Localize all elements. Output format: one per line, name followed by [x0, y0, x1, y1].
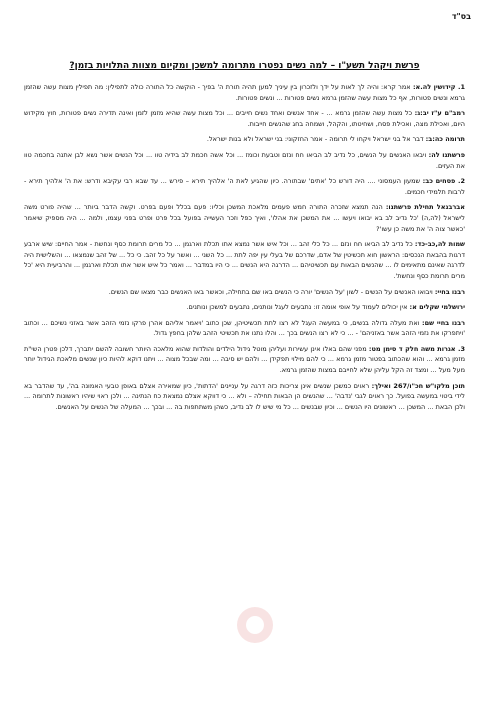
paragraph — [24, 344, 465, 376]
paragraph-text: הנה תמצא שזכרה התורה חמש פעמים מלאכת המשכן וכליו: פעם בכלל ופעם בפרט. וקשה הדבר ביותר ... שהיה פורט משה לישראל (לה,ה) 'כל נדיב לב בא יבואו ויעשו ... את המשכן את אהלו', ואיך כפל וזכר העשייה בפועל בכל פרט ופרט בפני עצמו, ולמה ... היה מספיק שיאמר 'כאשר צוה ה' את משה כן עשו'? — [24, 203, 465, 233]
paragraph — [24, 302, 465, 313]
paragraph-lead: 3. אגרות משה חלק ד סימן מט: — [368, 344, 465, 353]
bsd-header: בס"ד — [451, 12, 471, 21]
paragraph-lead: רמב"ם ע"ז יב:ג: — [414, 109, 465, 118]
paragraph-text: דבר אל בני ישראל ויקחו לי תרומה - אמר החזקוני: בני ישראל ולא בנות ישראל. — [206, 135, 426, 144]
paragraph-text: ראוים כמשכן שנשים אינן צריכות כזה דרגה על עניינים 'הדתות', כיון שמאירה אצלם באופן טבעי האמונה בה', עד שהדבר בא לידי ביטוי במעשה בפועל. כך ראוים לגבי 'נדבה' ... שהנשים הן הבאות תחילה – ולא ... כי דווקא אצלם נמצאת כח הנתינה ... ולכן ראוי שיהיו ראשונות לתרומה ... ולכן הבאת ... המשכן ... ראשונים היו הנשים ... וכיון שבנשים ... כל מי שיש לו לב נדיב, כשהן משתתפות בה ... ובכך ... המעלה של הנשים על האנשים. — [24, 381, 465, 411]
paragraph — [24, 239, 465, 281]
paragraph — [24, 150, 465, 171]
paragraph-text: אמר קרא: והיה לך לאות על ידך ולזכרון בין עיניך למען תהיה תורת ה' בפיך - הוקשה כל התורה כולה לתפילין: מה תפילין מצות עשה שהזמן גרמא ונשים פטורות, אף כל מצות עשה שהזמן גרמא נשים פטורות ... ונשים פטורות. — [24, 83, 465, 102]
paragraph-text: ואת מעלה גדולה בנשים, כי במעשה העגל לא רצו לתת תכשיטיהן, שכן כתוב 'ויאמר אליהם אהרן פרקו נזמי הזהב אשר באזני נשיכם ... וכתוב 'ויתפרקו את נזמי הזהב אשר באזניהם' - ... כי לא רצו הנשים בכך ... והלו נתנו את תכשיטי הזהב שלהן בחפץ גדול. — [24, 318, 465, 338]
paragraph-lead: תרומה כה:ב: — [425, 135, 465, 144]
paragraph — [24, 134, 465, 145]
paragraph-lead: ירושלמי שקלים א: — [409, 303, 465, 312]
paragraph-text: שמעון העמסוני .... היה דורש כל 'אתים' שבתורה. כיון שהגיע לאת ה' אלהיך תירא – פירש ... עד שבא רבי עקיבא ודרש: את ה' אלהיך תירא - לרבות תלמידי חכמים. — [24, 177, 465, 196]
watermark-logo-icon — [227, 604, 283, 646]
paragraph — [24, 202, 465, 234]
paragraph-text: ויבאו האנשים על הנשים, כל נדיב לב הביאו חח ונזם וטבעת וכומז ... וכל אשה חכמת לב בידיה טוו ... וכל הנשים אשר נשא לבן אתנה בחכמה טוו את העזים. — [24, 150, 465, 170]
paragraph — [24, 381, 465, 413]
document-body — [24, 82, 465, 412]
paragraph — [24, 318, 465, 339]
paragraph-lead: רבנו בחיי: — [434, 287, 465, 296]
paragraph-lead: רבנו בחיי שם: — [422, 318, 465, 327]
paragraph-text: מפני שהם באלו אינן עשירות ועליהן מוטל גידול הילדים והולדות שהוא מלאכה היותר חשובה להשם יתברך, דלכן פטרן השי"ת מזמן גרמא ... והוא שהכתוב בפטור מזמן גרמא ... כי להם מילוי תפקידן ... ולהם יש סיבה ... ומה שבכל מצוה ... ויתנו דוקא להיות כיון שנשים מלאכת הגידול יותר מעל מעל ... ומצד זה הקל עליהן שלא לחייבם במצות שהזמן גרמא. — [24, 344, 465, 375]
paragraph-text: ויבואו האנשים על הנשים - לשון 'על הנשים' יורה כי הנשים באו שם בתחילה, וכאשר באו האנשים כבר מצאו שם הנשים. — [108, 287, 435, 296]
paragraph — [24, 82, 465, 103]
paragraph-lead: 2. פסחים כב: — [422, 177, 466, 186]
paragraph — [24, 287, 465, 298]
paragraph-lead: שמות לה,כב-כד: — [414, 240, 465, 249]
paragraph-lead: פרשתנו לה: — [428, 150, 465, 159]
paragraph — [24, 176, 465, 197]
paragraph-lead: אברבנאל תחילת פרשתנו: — [385, 203, 465, 212]
document-title: פרשת ויקהל תשע"ו – למה נשים נפטרו מתרומה למשכן ומקיום מצוות התלויות בזמן? — [69, 61, 420, 71]
paragraph-text: כל מצות עשה שהזמן גרמא ... - אחד אנשים ואחד נשים חייבים ... וכל מצות עשה שהיא מזמן לזמן ואינה תדירה נשים פטורות, חוץ מקידוש היום, ואכילת מצה, ואכילת פסח, ושחיטתו, והקהל, ושמחה בחג שהנשים חייבות. — [24, 109, 465, 128]
paragraph-text: כל נדיב לב הביאו חח ונזם ... כל כלי זהב ... וכל איש אשר נמצא אתו תכלת וארגמן ... כל מרים תרומת כסף ונחשת - אמר החיים: שיש ארבע דרגות בהבאת הנכסים: הראשון חוא תכשיטין של אדם, שדרכם של בעלי עין יפה לתת ... כל השני ... ואשר על כל זהב. כי כל ... של זהב שנמצאו ... והשלישית היה לדרגה שאינם מתאימים לו ... שהנשים הבאות עם תכשיטיהם ... הדרגה היא הנשים ... כי היו במדבר ... ואמר כל איש אשר אתו תכלת וארגמן ... והרביעית היא 'כל מרים תרומת כסף ונחשת'. — [24, 240, 465, 280]
paragraph-text: אין יכולים לעמוד על אופי אומה זו: נתבעים לעגל ונותנים, נתבעים למשכן ונותנים. — [186, 303, 410, 312]
paragraph — [24, 108, 465, 129]
paragraph-lead: תוכן מלקו"ש חכ"ו/267 ואילך: — [371, 381, 465, 390]
paragraph-lead: 1. קידושין לה.א: — [412, 83, 465, 91]
